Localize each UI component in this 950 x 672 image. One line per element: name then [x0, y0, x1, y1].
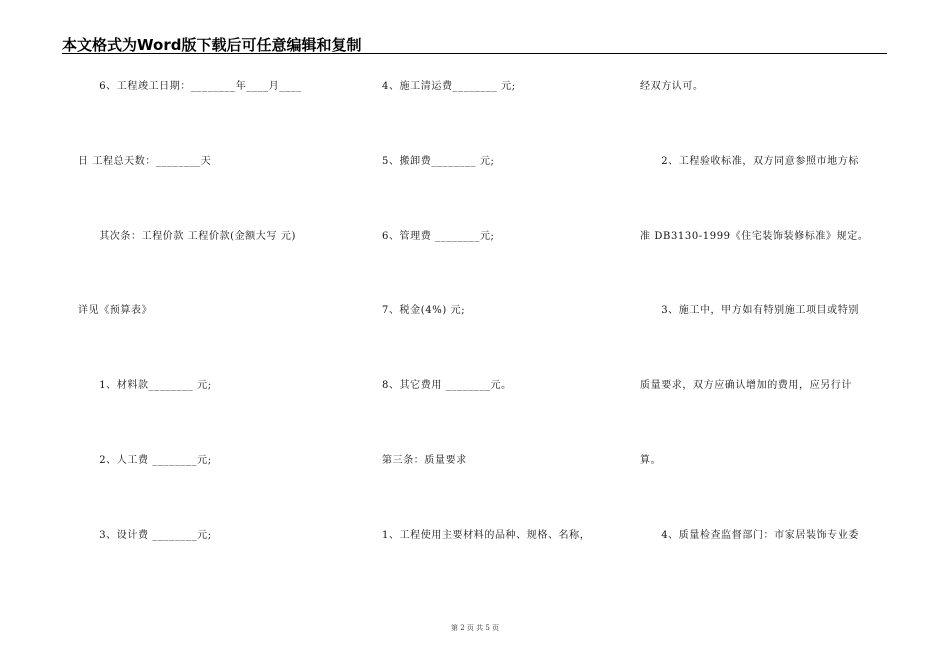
column-left-line-7: 3、设计费 ________元; — [78, 530, 212, 541]
header-divider — [62, 53, 887, 54]
column-middle-line-6: 第三条：质量要求 — [382, 455, 467, 466]
page-number: 第 2 页 共 5 页 — [450, 624, 500, 632]
column-middle-line-1: 4、施工清运费________ 元; — [382, 81, 516, 92]
column-right-line-2: 2、工程验收标准，双方同意参照市地方标 — [640, 156, 859, 167]
column-right-line-3: 准 DB3130-1999《住宅装饰装修标准》规定。 — [640, 231, 869, 242]
column-middle-line-2: 5、搬卸费________ 元; — [382, 156, 495, 167]
column-right-line-4: 3、施工中，甲方如有特别施工项目或特别 — [640, 305, 859, 316]
column-right-line-5: 质量要求，双方应确认增加的费用，应另行计 — [640, 380, 852, 391]
column-middle-line-5: 8、其它费用 ________元。 — [382, 380, 512, 391]
column-middle-line-4: 7、税金(4%) 元; — [382, 305, 466, 316]
column-left-line-4: 详见《预算表》 — [78, 305, 153, 316]
column-right-line-1: 经双方认可。 — [640, 81, 704, 92]
column-right-line-7: 4、质量检查监督部门：市家居装饰专业委 — [640, 530, 859, 541]
column-left-line-3: 其次条：工程价款 工程价款(金额大写 元) — [78, 231, 296, 242]
column-left-line-2: 日 工程总天数：________天 — [78, 156, 212, 167]
column-middle-line-3: 6、管理费 ________元; — [382, 231, 495, 242]
document-title: 本文格式为Word版下载后可任意编辑和复制 — [62, 36, 362, 54]
column-right-line-6: 算。 — [640, 455, 662, 466]
column-middle-line-7: 1、工程使用主要材料的品种、规格、名称， — [382, 530, 591, 541]
column-left-line-5: 1、材料款________ 元; — [78, 380, 212, 391]
column-left-line-6: 2、人工费 ________元; — [78, 455, 212, 466]
column-left-line-1: 6、工程竣工日期：________年____月____ — [78, 81, 302, 92]
